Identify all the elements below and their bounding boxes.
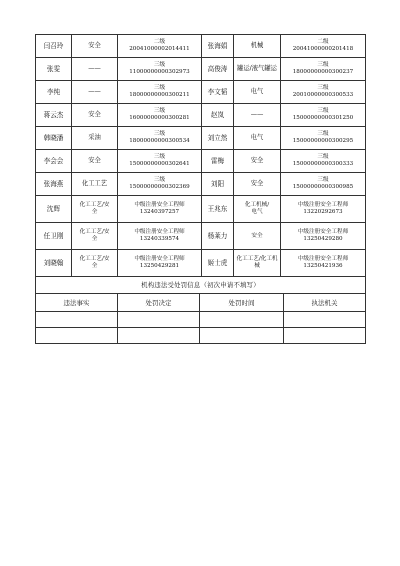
engineer-qualification-line: 中级注册安全工程师 <box>134 256 185 262</box>
person-name: 刘立然 <box>202 127 234 150</box>
cert-number: 15000000000300295 <box>292 138 354 144</box>
engineer-qualification <box>281 223 366 250</box>
cert-level: 三级 <box>317 85 329 91</box>
cert-number: 11000000000302973 <box>129 69 190 75</box>
person-name: 李纯 <box>36 81 72 104</box>
blank-cell <box>284 328 366 344</box>
cert-number: 15000000000301250 <box>292 115 354 121</box>
personnel-row <box>36 173 366 196</box>
personnel-row <box>36 150 366 173</box>
person-name: 张海燕 <box>36 173 72 196</box>
person-name: 蒋云杰 <box>36 104 72 127</box>
engineer-qualification-line: 中级注册安全工程师 <box>297 202 349 208</box>
engineer-specialty <box>72 223 118 250</box>
specialty: 安全 <box>72 104 118 127</box>
cert-number: 15000000000302369 <box>129 184 190 190</box>
engineer-name: 任卫刚 <box>36 223 72 250</box>
engineer-name: 刘晓翰 <box>36 250 72 277</box>
cert-level: 三级 <box>153 85 166 91</box>
person-name: 张海娟 <box>202 35 234 58</box>
person-name: 韩晓潘 <box>36 127 72 150</box>
engineer-specialty <box>234 223 281 250</box>
person-name: 赵岚 <box>202 104 234 127</box>
document-sheet <box>35 34 365 344</box>
person-name: 李文韬 <box>202 81 234 104</box>
specialty: 安全 <box>72 35 118 58</box>
personnel-row <box>36 104 366 127</box>
person-name: 雷梅 <box>202 150 234 173</box>
certificate <box>118 58 202 81</box>
specialty: 化工工艺 <box>72 173 118 196</box>
specialty: 采油 <box>72 127 118 150</box>
engineer-qualification <box>281 196 366 223</box>
blank-cell <box>36 312 118 328</box>
blank-cell <box>200 328 284 344</box>
cert-number: 15000000000300985 <box>292 184 354 190</box>
cert-level: 二级 <box>317 39 329 45</box>
engineer-specialty-line: 电气 <box>251 209 263 215</box>
cert-level: 三级 <box>153 108 166 114</box>
certificate <box>118 150 202 173</box>
penalty-blank-row <box>36 328 366 344</box>
engineer-specialty-line: 械 <box>254 263 260 269</box>
personnel-row <box>36 58 366 81</box>
cert-number: 16000000000300281 <box>129 115 190 121</box>
cert-level: 三级 <box>153 154 166 160</box>
blank-cell <box>200 312 284 328</box>
specialty: —— <box>72 81 118 104</box>
specialty: 罐运/液气罐运 <box>234 58 281 81</box>
engineer-qualification-line: 13250429281 <box>139 263 180 269</box>
engineer-row <box>36 223 366 250</box>
engineer-specialty-line: 全 <box>91 263 98 269</box>
engineer-specialty-line: 化工工艺/安 <box>79 202 110 208</box>
specialty: 机械 <box>234 35 281 58</box>
cert-level: 三级 <box>153 177 166 183</box>
header-enforcement-agency: 执法机关 <box>284 294 366 312</box>
certificate <box>281 35 366 58</box>
certificate <box>281 127 366 150</box>
personnel-row <box>36 127 366 150</box>
engineer-name: 沈辉 <box>36 196 72 223</box>
person-name: 刘阳 <box>202 173 234 196</box>
engineer-specialty <box>72 250 118 277</box>
engineer-qualification-line: 中级注册安全工程师 <box>134 229 185 235</box>
cert-level: 三级 <box>317 108 329 114</box>
engineer-qualification-line: 13220292673 <box>303 209 343 215</box>
specialty: 电气 <box>234 81 281 104</box>
certificate <box>118 173 202 196</box>
cert-level: 三级 <box>153 131 166 137</box>
engineer-name: 王兆东 <box>202 196 234 223</box>
person-name: 李会会 <box>36 150 72 173</box>
blank-cell <box>284 312 366 328</box>
cert-level: 三级 <box>317 131 329 137</box>
header-penalty-decision: 处罚决定 <box>118 294 200 312</box>
certificate <box>118 127 202 150</box>
certificate <box>118 81 202 104</box>
cert-number: 20010000000300533 <box>292 92 354 98</box>
specialty: 安全 <box>234 173 281 196</box>
engineer-qualification-line: 中级注册安全工程师 <box>297 229 349 235</box>
engineer-qualification-line: 13250421936 <box>303 263 343 269</box>
personnel-table <box>35 34 366 294</box>
penalty-header-row <box>36 294 366 312</box>
engineer-specialty <box>234 250 281 277</box>
engineer-specialty <box>234 196 281 223</box>
engineer-row <box>36 196 366 223</box>
engineer-qualification <box>281 250 366 277</box>
engineer-qualification <box>118 250 202 277</box>
header-violation-facts: 违法事实 <box>36 294 118 312</box>
specialty: 安全 <box>72 150 118 173</box>
cert-number: 18000000000300211 <box>129 92 190 98</box>
person-name: 张雯 <box>36 58 72 81</box>
engineer-specialty-line: 化工机械/ <box>244 202 270 208</box>
blank-cell <box>118 312 200 328</box>
blank-cell <box>118 328 200 344</box>
engineer-specialty-line: 全 <box>91 209 98 215</box>
specialty: —— <box>72 58 118 81</box>
specialty: —— <box>234 104 281 127</box>
engineer-qualification-line: 13240397257 <box>139 209 180 215</box>
engineer-name: 杨莱力 <box>202 223 234 250</box>
cert-number: 15000000000302641 <box>129 161 190 167</box>
certificate <box>281 150 366 173</box>
certificate <box>281 173 366 196</box>
engineer-qualification-line: 中级注册安全工程师 <box>134 202 185 208</box>
certificate <box>281 81 366 104</box>
cert-level: 三级 <box>317 177 329 183</box>
penalty-table <box>35 293 366 344</box>
specialty: 安全 <box>234 150 281 173</box>
header-penalty-time: 处罚时间 <box>200 294 284 312</box>
engineer-qualification <box>118 223 202 250</box>
person-name: 闫召玲 <box>36 35 72 58</box>
engineer-specialty-line: 化工工艺/安 <box>79 256 110 262</box>
personnel-row <box>36 35 366 58</box>
engineer-specialty-line: 安全 <box>251 232 263 239</box>
cert-number: 18000000000300237 <box>292 69 354 75</box>
certificate <box>281 58 366 81</box>
engineer-specialty <box>72 196 118 223</box>
cert-level: 三级 <box>153 62 166 68</box>
engineer-specialty-line: 全 <box>91 236 98 242</box>
engineer-qualification-line: 中级注册安全工程师 <box>297 256 349 262</box>
specialty: 电气 <box>234 127 281 150</box>
certificate <box>118 104 202 127</box>
cert-number: 15000000000300333 <box>292 161 354 167</box>
cert-number: 20041000002014411 <box>129 46 190 52</box>
cert-level: 二级 <box>153 39 166 45</box>
certificate <box>281 104 366 127</box>
certificate <box>118 35 202 58</box>
person-name: 高俊涛 <box>202 58 234 81</box>
cert-number: 20041000000201418 <box>292 46 354 52</box>
engineer-row <box>36 250 366 277</box>
personnel-row <box>36 81 366 104</box>
engineer-specialty-line: 化工工艺/化工机 <box>236 256 278 262</box>
penalty-blank-row <box>36 312 366 328</box>
engineer-qualification-line: 13240339574 <box>139 236 180 242</box>
penalty-section-title: 机构违法受处罚信息（初次申请不填写） <box>36 277 366 294</box>
engineer-name: 姬士虎 <box>202 250 234 277</box>
engineer-qualification-line: 13250429280 <box>303 236 343 242</box>
cert-level: 三级 <box>317 154 329 160</box>
engineer-specialty-line: 化工工艺/安 <box>79 229 110 235</box>
cert-level: 三级 <box>317 62 329 68</box>
engineer-qualification <box>118 196 202 223</box>
cert-number: 18000000000300534 <box>129 138 190 144</box>
blank-cell <box>36 328 118 344</box>
